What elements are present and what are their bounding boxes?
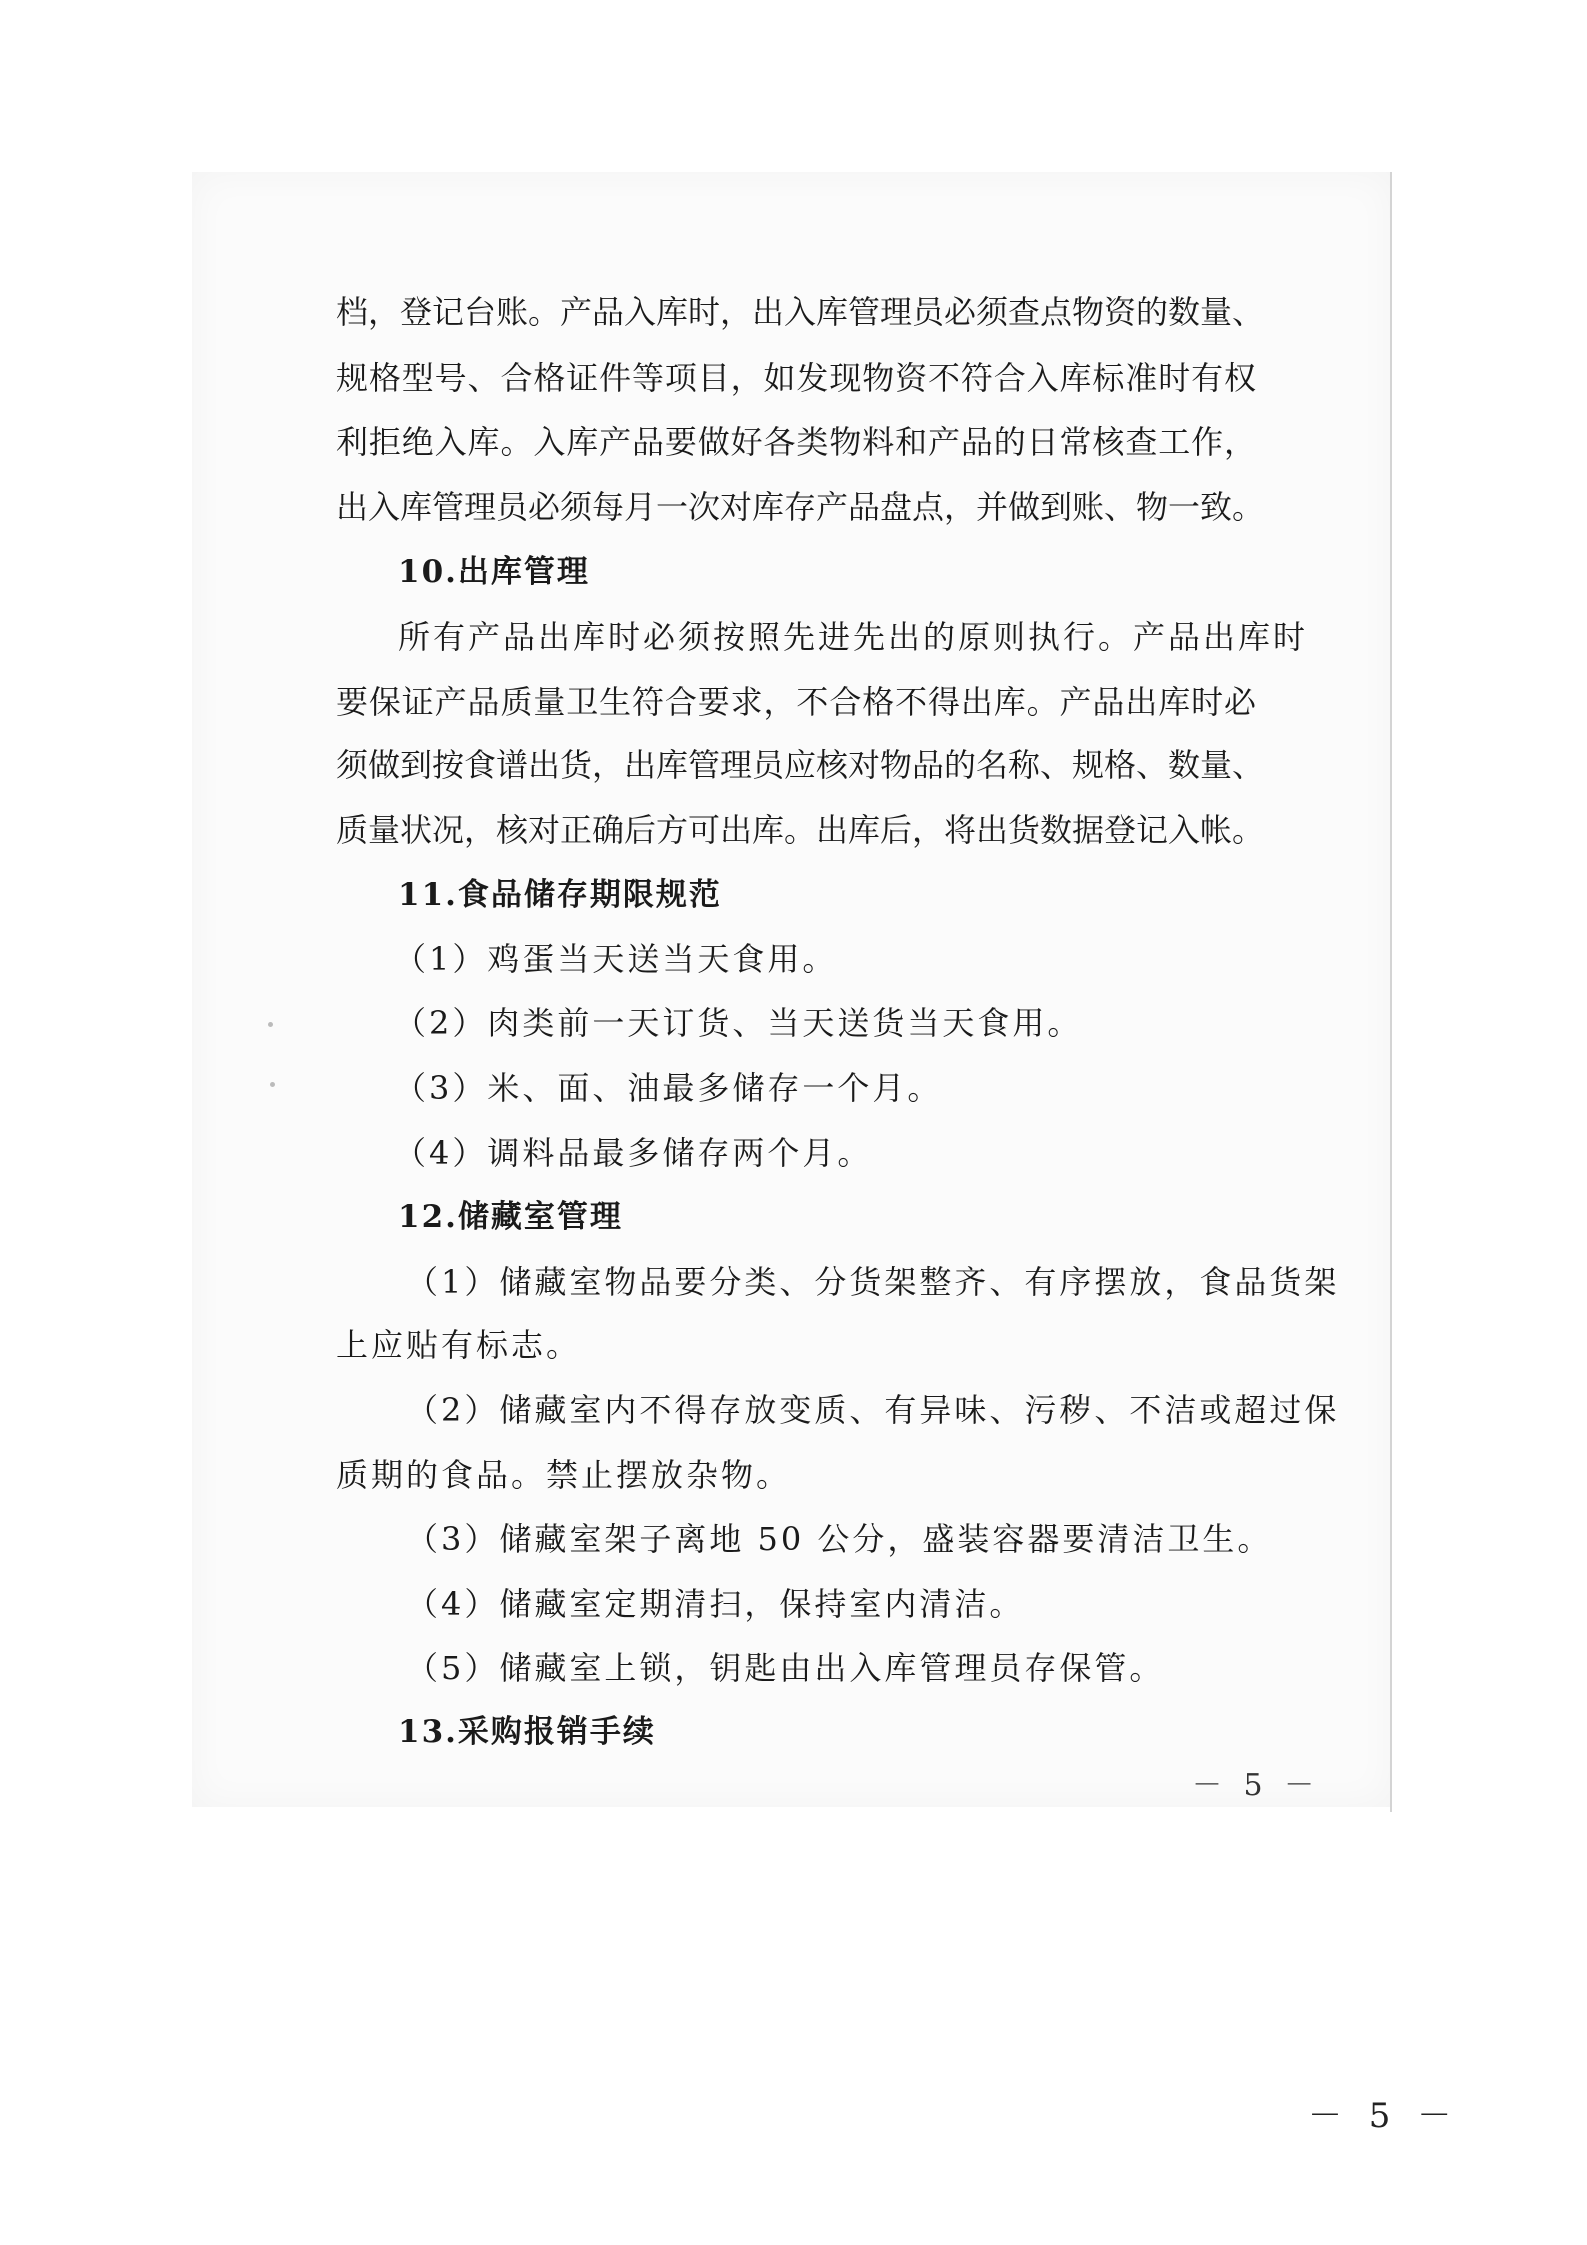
paragraph-line: 要保证产品质量卫生符合要求，不合格不得出库。产品出库时必 — [336, 683, 1256, 721]
scanned-page-area — [192, 172, 1392, 1807]
paragraph-line: 须做到按食谱出货，出库管理员应核对物品的名称、规格、数量、 — [336, 746, 1265, 784]
page-number: － 5 － — [1308, 2096, 1460, 2136]
list-item: （1）鸡蛋当天送当天食用。 — [394, 940, 838, 978]
list-item: （2）肉类前一天订货、当天送货当天食用。 — [394, 1004, 1083, 1042]
section-heading: 10.出库管理 — [398, 554, 590, 590]
list-item: （4）储藏室定期清扫，保持室内清洁。 — [406, 1585, 1025, 1623]
list-item: （1）储藏室物品要分类、分货架整齐、有序摆放，食品货架 — [406, 1263, 1340, 1301]
paragraph-line: 规格型号、合格证件等项目，如发现物资不符合入库标准时有权 — [336, 359, 1256, 397]
list-item: （3）储藏室架子离地 50 公分，盛装容器要清洁卫生。 — [406, 1520, 1273, 1558]
scan-edge-line — [1390, 172, 1392, 1812]
paragraph-line: 利拒绝入库。入库产品要做好各类物料和产品的日常核查工作， — [336, 423, 1256, 461]
paragraph-line: 出入库管理员必须每月一次对库存产品盘点，并做到账、物一致。 — [336, 488, 1265, 526]
list-item-continuation: 上应贴有标志。 — [336, 1326, 582, 1364]
list-item: （5）储藏室上锁，钥匙由出入库管理员存保管。 — [406, 1649, 1165, 1687]
list-item: （2）储藏室内不得存放变质、有异味、污秽、不洁或超过保 — [406, 1391, 1340, 1429]
list-item: （3）米、面、油最多储存一个月。 — [394, 1069, 943, 1107]
paragraph-line: 档，登记台账。产品入库时，出入库管理员必须查点物资的数量、 — [336, 293, 1265, 331]
section-heading: 11.食品储存期限规范 — [398, 877, 722, 913]
section-heading: 13.采购报销手续 — [398, 1714, 656, 1750]
list-item-continuation: 质期的食品。禁止摆放杂物。 — [336, 1456, 792, 1494]
scanned-page-number: － 5 － — [1192, 1768, 1321, 1803]
paragraph-line: 质量状况，核对正确后方可出库。出库后，将出货数据登记入帐。 — [336, 811, 1265, 849]
scan-speck — [270, 1082, 275, 1087]
paragraph-line: 所有产品出库时必须按照先进先出的原则执行。产品出库时 — [398, 618, 1309, 656]
list-item: （4）调料品最多储存两个月。 — [394, 1134, 873, 1172]
section-heading: 12.储藏室管理 — [398, 1199, 623, 1235]
scan-speck — [268, 1022, 273, 1027]
